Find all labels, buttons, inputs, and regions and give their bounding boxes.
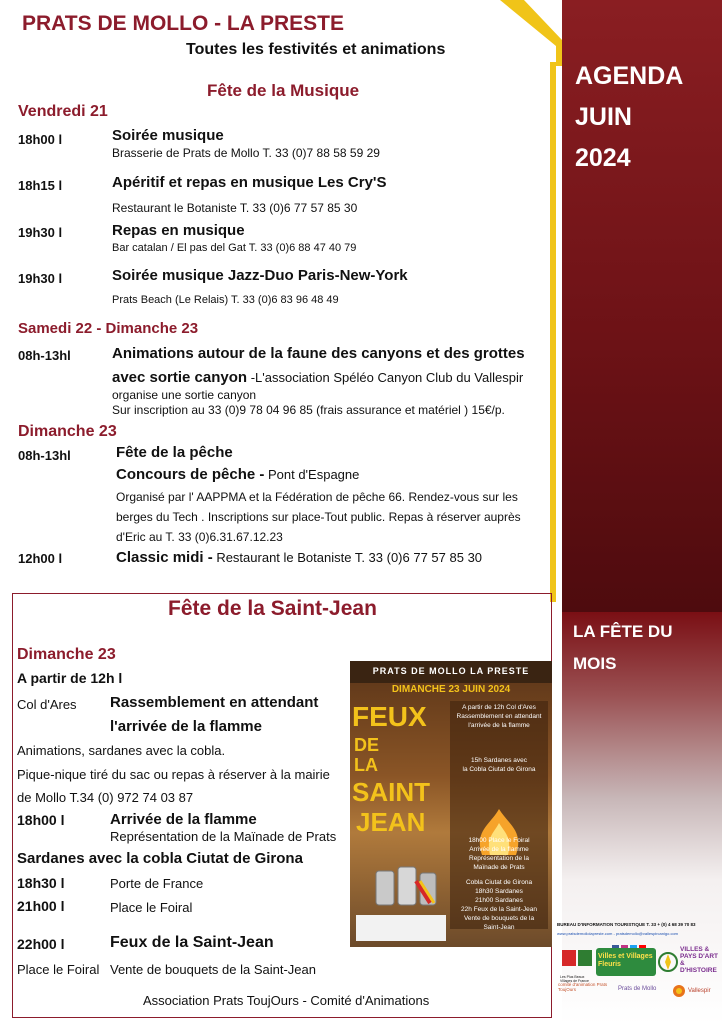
classic-detail: Restaurant le Botaniste T. 33 (0)6 77 57 85 30 [212, 550, 483, 565]
event-detail: Restaurant le Botaniste T. 33 (0)6 77 57 85 30 [112, 201, 358, 215]
agenda-title [575, 56, 683, 179]
event-detail: Représentation de la Maïnade de Prats [110, 829, 337, 844]
yellow-vertical-line [550, 62, 556, 602]
event-time: 22h00 l [17, 936, 65, 952]
compass-icon [658, 948, 678, 976]
poster-info-line: 18h30 Sardanes [475, 888, 523, 895]
event-place: Porte de France [110, 876, 204, 891]
villes-villages-fleuris-logo [596, 948, 656, 976]
social-icons [612, 939, 652, 946]
fete-du-mois-line1: LA FÊTE DU [573, 622, 673, 641]
event-time: 12h00 l [18, 551, 63, 566]
day-heading: Samedi 22 - Dimanche 23 [18, 320, 199, 337]
event-title: Soirée musique [112, 127, 224, 144]
canyon-title2: avec sortie canyon [112, 369, 248, 386]
event-title: Feux de la Saint-Jean [110, 934, 274, 951]
event-title [116, 549, 482, 567]
poster-info-line: Vente de bouquets de la [463, 915, 535, 922]
fete-du-mois-line2: MOIS [573, 654, 617, 673]
agenda-year: 2024 [575, 144, 631, 172]
event-title-line2 [116, 466, 359, 484]
poster-date: DIMANCHE 23 JUIN 2024 [391, 684, 511, 695]
event-detail: Organisé par l' AAPPMA et la Fédération de pêche 66. Rendez-vous sur les [116, 490, 518, 504]
prats-de-mollo-logo: Prats de Mollo [618, 986, 657, 992]
event-time: 08h-13hl [18, 448, 71, 463]
event-detail: Sur inscription au 33 (0)9 78 04 96 85 (frais assurance et matériel ) 15€/p. [112, 403, 505, 417]
poster-info-line: 15h Sardanes avec [470, 757, 527, 764]
vallespir-logo [672, 984, 718, 1002]
poster-info [450, 703, 548, 932]
event-title: Repas en musique [112, 222, 245, 239]
day-heading: Vendredi 21 [18, 103, 108, 120]
agenda-line: AGENDA [575, 62, 684, 90]
event-title: Animations autour de la faune des canyons et des grottes [112, 345, 525, 362]
lantern-icon [370, 861, 440, 909]
tourist-office-info: BUREAU D'INFORMATION TOURISTIQUE T. 33 + (0) 4 68 39 70 83 [557, 922, 696, 927]
villes-fleuris-text: Villes et Villages Fleuris [598, 953, 653, 968]
villes-pays-art-histoire-logo: VILLES & PAYS D'ART & D'HISTOIRE [680, 946, 719, 974]
poster-top-title: PRATS DE MOLLO LA PRESTE [372, 666, 530, 676]
event-title: Apéritif et repas en musique Les Cry'S [112, 174, 387, 191]
event-place: Place le Foiral [17, 962, 100, 977]
event-detail: Vente de bouquets de la Saint-Jean [110, 962, 316, 977]
event-title: Rassemblement en attendant [110, 694, 319, 711]
event-place: Place le Foiral [110, 900, 193, 915]
event-title: Sardanes avec la cobla Ciutat de Girona [17, 850, 303, 867]
poster-info-line: la Cobla Ciutat de Girona [462, 766, 536, 773]
event-time: 18h00 l [17, 812, 65, 828]
poster-info-line: 22h Feux de la Saint-Jean [461, 906, 537, 913]
event-time: 18h00 l [18, 132, 63, 147]
peche-place: Pont d'Espagne [264, 467, 360, 482]
beaux-villages-text: Les Plus Beaux Villages de France [560, 975, 589, 983]
event-title: Fête de la pêche [116, 444, 233, 461]
beaux-villages-logo [560, 948, 594, 983]
poster-info-line: Représentation de la [469, 855, 529, 862]
stjean-detail: de Mollo T.34 (0) 972 74 03 87 [17, 790, 194, 805]
agenda-month: JUIN [575, 103, 632, 131]
poster-info-line: l'arrivée de la flamme [468, 722, 530, 729]
section-title-musique: Fête de la Musique [207, 81, 360, 100]
section-title-stjean: Fête de la Saint-Jean [168, 597, 377, 620]
comite-animation-logo: comité d'animation Prats ToujOurs [558, 982, 608, 992]
website-link[interactable]: www.pratsdemollolapreste.com - pratsdemollo@vallespircanigo.com [557, 931, 678, 936]
canyon-org: -L'association Spéléo Canyon Club du Vallespir [247, 370, 524, 385]
event-time: 19h30 l [18, 271, 63, 286]
poster-info-line: Saint-Jean [483, 924, 515, 931]
stjean-place: Col d'Ares [17, 697, 77, 712]
poster-info-line: Cobla Ciutat de Girona [465, 879, 533, 886]
stjean-start: A partir de 12h l [17, 670, 123, 686]
page-title: PRATS DE MOLLO - LA PRESTE [22, 12, 345, 35]
vallespir-text: Vallespir [688, 988, 711, 994]
poster-feux: FEUX [352, 701, 427, 732]
peche-title2: Concours de pêche - [116, 466, 265, 483]
stjean-detail: Pique-nique tiré du sac ou repas à réserver à la mairie [17, 767, 330, 782]
classic-title: Classic midi - [116, 549, 213, 566]
poster-de: DE [354, 735, 380, 755]
event-detail: organise une sortie canyon [112, 388, 257, 402]
stjean-detail: Animations, sardanes avec la cobla. [17, 743, 226, 758]
page-subtitle: Toutes les festivités et animations [186, 41, 446, 58]
association-credit: Association Prats ToujOurs - Comité d'Animations [143, 993, 430, 1008]
event-title-line2 [112, 369, 523, 387]
poster-jean: JEAN [356, 807, 426, 837]
stjean-poster [350, 661, 552, 947]
event-title: Soirée musique Jazz-Duo Paris-New-York [112, 267, 408, 284]
poster-logos-strip [356, 915, 446, 941]
event-time: 21h00 l [17, 898, 65, 914]
event-detail: Brasserie de Prats de Mollo T. 33 (0)7 88 58 59 29 [112, 146, 380, 160]
poster-info-line: 21h00 Sardanes [475, 897, 523, 904]
poster-info-line: Maïnade de Prats [473, 864, 525, 871]
poster-info-line: Rassemblement en attendant [456, 713, 542, 720]
event-time: 18h30 l [17, 875, 65, 891]
poster-info-line: Arrivée de la flamme [469, 846, 529, 853]
event-title-line2: l'arrivée de la flamme [110, 718, 262, 735]
day-heading: Dimanche 23 [17, 646, 116, 663]
event-detail: berges du Tech . Inscriptions sur place-Tout public. Repas à réserver auprès [116, 510, 521, 524]
poster-la: LA [354, 755, 378, 775]
poster-info-line: A partir de 12h Col d'Ares [462, 704, 536, 711]
fete-du-mois [573, 616, 672, 680]
poster-saint: SAINT [352, 777, 430, 807]
event-time: 08h-13hl [18, 348, 71, 363]
event-detail: Prats Beach (Le Relais) T. 33 (0)6 83 96 48 49 [112, 294, 339, 306]
event-time: 19h30 l [18, 225, 63, 240]
event-time: 18h15 l [18, 178, 63, 193]
event-detail: Bar catalan / El pas del Gat T. 33 (0)6 88 47 40 79 [112, 242, 357, 254]
day-heading: Dimanche 23 [18, 423, 117, 440]
poster-info-line: 18h00 Place le Foiral [468, 837, 530, 844]
event-title: Arrivée de la flamme [110, 811, 257, 828]
yellow-corner-decoration [500, 0, 562, 66]
event-detail: d'Eric au T. 33 (0)6.31.67.12.23 [116, 530, 283, 544]
